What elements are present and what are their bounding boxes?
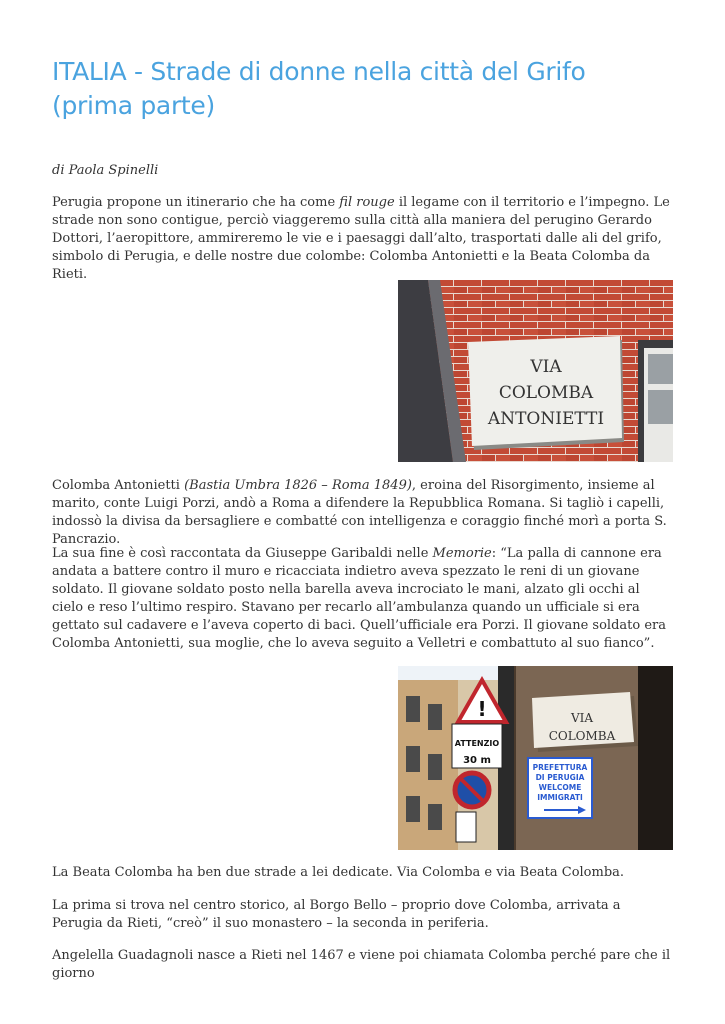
sign-line-colomba: COLOMBA bbox=[498, 383, 594, 403]
street-sign-photo-1 bbox=[398, 280, 673, 462]
svg-text:!: ! bbox=[477, 697, 487, 721]
paragraph-garibaldi-memorie bbox=[52, 545, 674, 653]
blue-sign-line-1: PREFETTURA bbox=[532, 763, 588, 772]
small-sign-text: ATTENZIO bbox=[454, 739, 500, 748]
small-sign-distance: 30 m bbox=[463, 755, 491, 766]
blue-sign-line-4: IMMIGRATI bbox=[537, 793, 583, 802]
photo-via-colomba bbox=[398, 666, 673, 850]
sign-line-antonietti: ANTONIETTI bbox=[487, 409, 605, 429]
paragraph-3-text-a: La sua fine è così raccontata da Giuseppe Garibaldi nelle bbox=[52, 546, 433, 561]
sign-line-via: VIA bbox=[530, 357, 562, 377]
street-sign-photo-2 bbox=[398, 666, 673, 850]
paragraph-intro bbox=[52, 194, 674, 284]
paragraph-colomba-antonietti bbox=[52, 477, 674, 549]
paragraph-borgo-bello: La prima si trova nel centro storico, al Borgo Bello – proprio dove Colomba, arrivata a Perugia da Rieti, “creò” il suo monastero – la seconda in periferia. bbox=[52, 898, 621, 931]
paragraph-angelella: Angelella Guadagnoli nasce a Rieti nel 1467 e viene poi chiamata Colomba perché pare che il giorno bbox=[52, 948, 671, 981]
paragraph-intro-text-b: il legame con il territorio e l’impegno. Le strade non sono contigue, perciò viaggeremo sulla città alla maniera del perugino Gerardo Dottori, l’aeropittore, ammireremo le vie e i paesaggi dall’alto, trasportati dalle ali del grifo, simbolo di Perugia, e delle nostre due colombe: Colomba Antonietti e la Beata Colomba da Rieti. bbox=[52, 195, 670, 282]
paragraph-intro-text-a: Perugia propone un itinerario che ha come bbox=[52, 195, 340, 210]
paragraph-beata-colomba: La Beata Colomba ha ben due strade a lei dedicate. Via Colomba e via Beata Colomba. bbox=[52, 865, 625, 880]
page-title: ITALIA - Strade di donne nella città del Grifo (prima parte) bbox=[52, 57, 586, 120]
paragraph-2-text-a: Colomba Antonietti bbox=[52, 478, 185, 493]
sign2-line-colomba: COLOMBA bbox=[548, 729, 616, 743]
paragraph-2-text-b: , eroina del Risorgimento, insieme al marito, conte Luigi Porzi, andò a Roma a difendere la Repubblica Romana. Si tagliò i capelli, indossò la divisa da bersagliere e combatté con intelligenza e coraggio finché morì a porta S. Pancrazio. bbox=[52, 478, 667, 547]
blue-sign-line-2: DI PERUGIA bbox=[535, 773, 585, 782]
paragraph-intro-emphasis: fil rouge bbox=[339, 195, 395, 210]
paragraph-3-emphasis: Memorie bbox=[432, 546, 492, 561]
blue-sign-line-3: WELCOME bbox=[538, 783, 582, 792]
author-byline: di Paola Spinelli bbox=[52, 163, 159, 178]
paragraph-2-emphasis: (Bastia Umbra 1826 – Roma 1849) bbox=[184, 478, 412, 493]
paragraph-3-text-b: : “La palla di cannone era andata a battere contro il muro e ricacciata indietro aveva spezzato le reni di un giovane soldato. Il giovane soldato posto nella barella aveva incrociato le mani, alzato gli occhi al cielo e reso l’ultimo respiro. Stavano per recarlo all’ambulanza quando un ufficiale si era gettato sul cadavere e l’aveva coperto di baci. Quell’ufficiale era Porzi. Il giovane soldato era Colomba Antonietti, sua moglie, che lo aveva seguito a Velletri e combattuto al suo fianco”. bbox=[52, 546, 666, 651]
photo-via-colomba-antonietti bbox=[398, 280, 673, 462]
sign2-line-via: VIA bbox=[570, 711, 594, 725]
